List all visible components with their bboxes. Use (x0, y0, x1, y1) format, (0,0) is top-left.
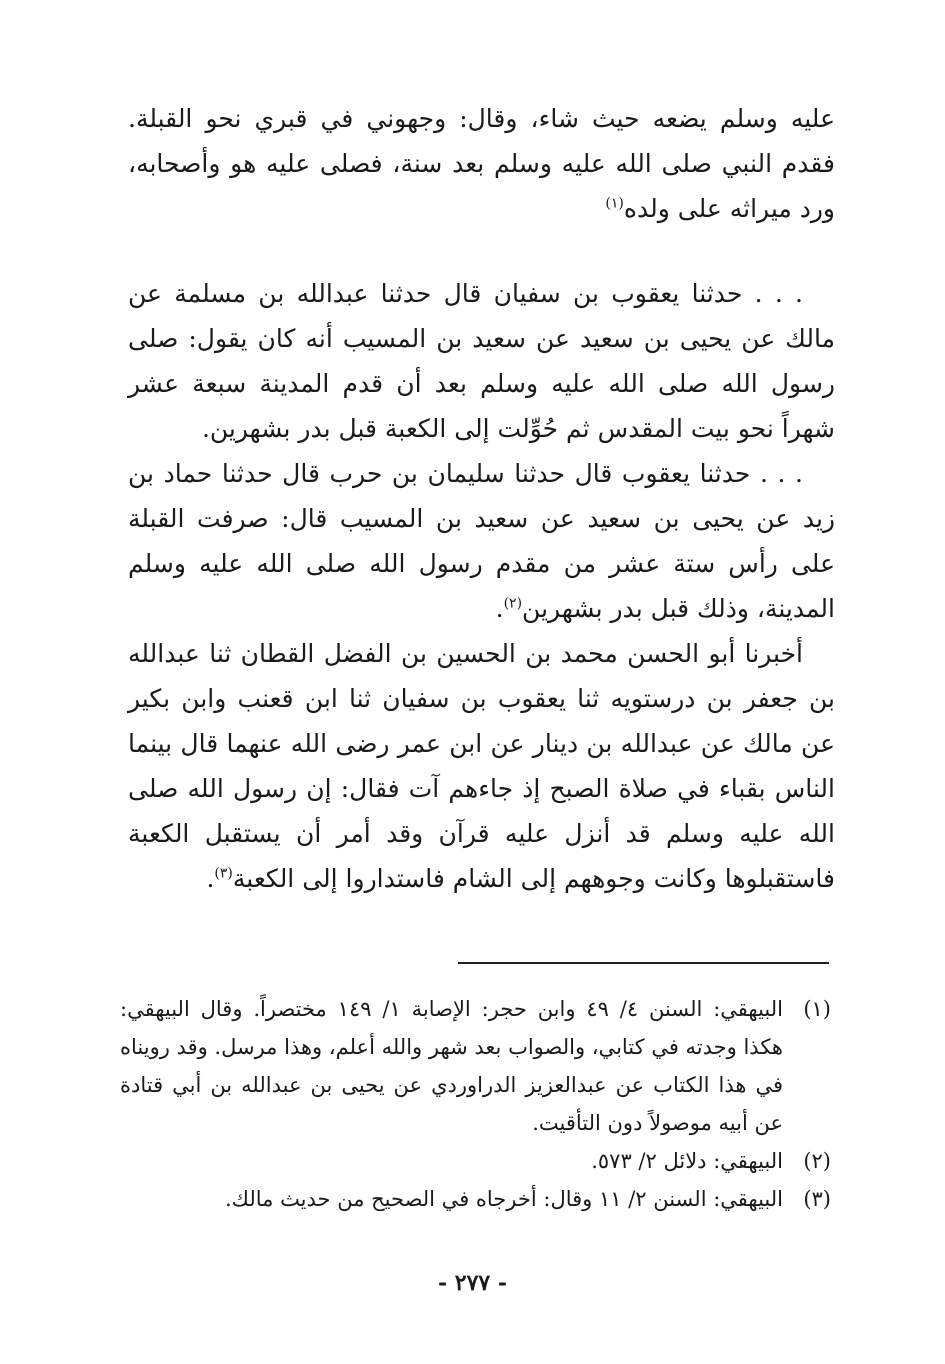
footnote-ref-3: (٣) (214, 865, 233, 882)
footnote-number: (١) (803, 997, 831, 1021)
footnote-separator (458, 962, 829, 964)
paragraph-4 (128, 631, 835, 901)
paragraph-4-end: . (206, 864, 215, 893)
footnote-ref-1: (١) (605, 195, 624, 212)
page-number: - ٢٧٧ - (437, 1270, 508, 1296)
paragraph-3-end: . (495, 594, 504, 623)
footnote-number: (٢) (803, 1149, 831, 1173)
paragraph-2-text: . . . حدثنا يعقوب بن سفيان قال حدثنا عبدالله بن مسلمة عن مالك عن يحيى بن سعيد عن سعيد بن المسيب أنه كان يقول: صلى رسول الله صلى الله عليه وسلم بعد أن قدم المدينة سبعة عشر شهراً نحو بيت المقدس ثم حُوِّلت إلى الكعبة قبل بدر بشهرين. (128, 279, 835, 443)
paragraph-1 (128, 96, 835, 231)
footnotes (120, 990, 831, 1218)
paragraph-3 (128, 451, 835, 631)
footnote-number: (٣) (803, 1187, 831, 1211)
main-text (128, 96, 835, 901)
footnote-2 (120, 1142, 831, 1180)
footnote-1 (120, 990, 831, 1142)
footnote-3 (120, 1180, 831, 1218)
footnote-text: البيهقي: السنن ٤/ ٤٩ وابن حجر: الإصابة ١/ ١٤٩ مختصراً. وقال البيهقي: هكذا وجدته في كتابي، والصواب بعد شهر والله أعلم، وهذا مرسل. وقد رويناه في هذا الكتاب عن عبدالعزيز الدراوردي عن يحيى بن عبدالله بن أبي قتادة عن أبيه موصولاً دون التأقيت. (120, 997, 783, 1135)
paragraph-2 (128, 271, 835, 451)
paragraph-3-text: . . . حدثنا يعقوب قال حدثنا سليمان بن حرب قال حدثنا حماد بن زيد عن يحيى بن سعيد عن سعيد بن المسيب قال: صرفت القبلة على رأس ستة عشر من مقدم رسول الله صلى الله عليه وسلم المدينة، وذلك قبل بدر بشهرين (128, 459, 835, 623)
paragraph-1-text: عليه وسلم يضعه حيث شاء، وقال: وجهوني في قبري نحو القبلة. فقدم النبي صلى الله عليه وسلم بعد سنة، فصلى عليه هو وأصحابه، ورد ميراثه على ولده (128, 104, 835, 223)
footnote-ref-2: (٢) (503, 595, 523, 612)
paragraph-4-text: أخبرنا أبو الحسن محمد بن الحسين بن الفضل القطان ثنا عبدالله بن جعفر بن درستويه ثنا يعقوب بن سفيان ثنا ابن قعنب وابن بكير عن مالك عن عبدالله بن دينار عن ابن عمر رضى الله عنهما قال بينما الناس بقباء في صلاة الصبح إذ جاءهم آت فقال: إن رسول الله صلى الله عليه وسلم قد أنزل عليه قرآن وقد أمر أن يستقبل الكعبة فاستقبلوها وكانت وجوههم إلى الشام فاستداروا إلى الكعبة (128, 639, 835, 893)
footnote-text: البيهقي: السنن ٢/ ١١ وقال: أخرجاه في الصحيح من حديث مالك. (224, 1187, 783, 1211)
footnote-text: البيهقي: دلائل ٢/ ٥٧٣. (591, 1149, 783, 1173)
